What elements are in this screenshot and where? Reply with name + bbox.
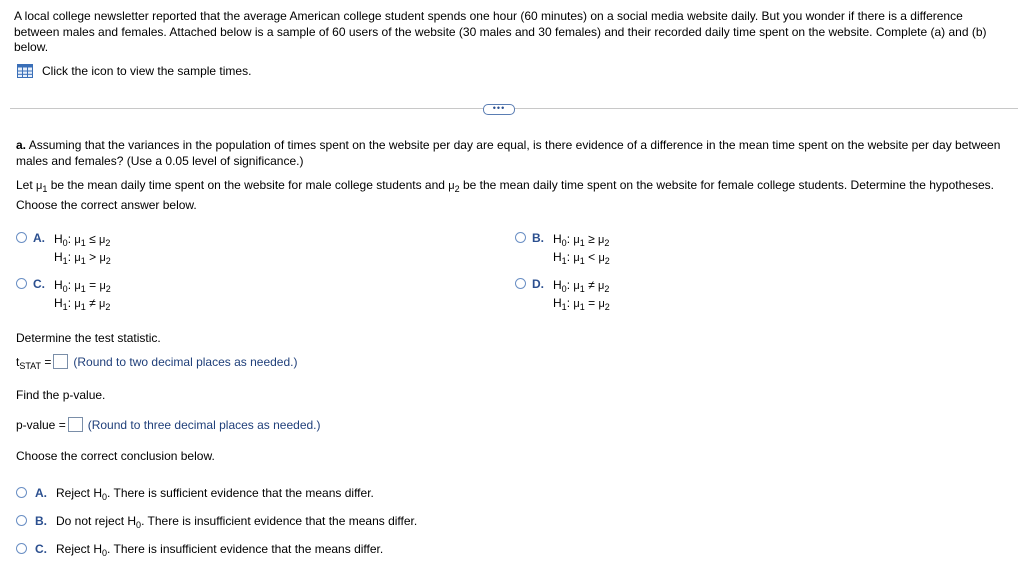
tstat-label: $t_{STAT}$ = [16,354,52,371]
option-letter: C. [35,542,47,556]
hypothesis-pair [54,277,111,313]
p-value-label: p-value = [16,417,66,432]
conclusion-text: Reject $H_0$. There is sufficient evidence that the means differ. [56,486,374,502]
radio-button[interactable] [515,278,526,289]
mu-subscript: 2 [454,184,460,194]
test-stat-row [16,354,298,369]
p-value-input[interactable] [68,417,83,432]
null-hypothesis: $H_0$: $\mu_1 \le \mu_2$ [54,232,111,248]
part-a-text: Assuming that the variances in the population of times spent on the website per day are equal, is there evidence of a difference in the mean time spent on the website per day between males and females? (Use a 0.05 level of significance.) [16,138,1001,168]
null-hypothesis: $H_0$: $\mu_1 \ge \mu_2$ [553,232,610,248]
radio-button[interactable] [16,543,27,554]
p-value-row [16,417,321,432]
data-table-icon[interactable] [17,64,33,78]
conclusion-text: Do not reject $H_0$. There is insufficient evidence that the means differ. [56,514,418,530]
radio-button[interactable] [16,232,27,243]
sample-times-link-text[interactable]: Click the icon to view the sample times. [42,64,252,78]
conclusion-option-b[interactable] [16,514,417,528]
mu-symbol: μ [36,180,43,192]
p-value-hint: (Round to three decimal places as needed.) [87,417,321,432]
alternative-hypothesis: $H_1$: $\mu_1 = \mu_2$ [553,296,610,312]
problem-intro: A local college newsletter reported that the average American college student spends one hour (60 minutes) on a social media website daily. But you wonder if there is a difference between males and females. Attached below is a sample of 60 users of the website (30 males and 30 females) and their recorded daily time spent on the website. Complete (a) and (b) below. [14,9,987,54]
radio-button[interactable] [16,487,27,498]
conclusion-text: Reject $H_0$. There is insufficient evidence that the means differ. [56,542,384,558]
option-letter: B. [532,231,544,245]
hypothesis-option-d[interactable] [515,277,610,313]
radio-button[interactable] [515,232,526,243]
option-letter: D. [532,277,544,291]
radio-button[interactable] [16,278,27,289]
alternative-hypothesis: $H_1$: $\mu_1 \ne \mu_2$ [54,296,111,312]
hypothesis-pair [553,231,610,267]
p-value-prompt: Find the p-value. [16,388,106,402]
let-text-2: be the mean daily time spent on the website for male college students and [47,178,449,192]
hypothesis-pair [54,231,111,267]
test-stat-prompt: Determine the test statistic. [16,331,161,345]
conclusion-option-c[interactable] [16,542,383,556]
radio-button[interactable] [16,515,27,526]
let-text-1: Let [16,178,37,192]
tstat-hint: (Round to two decimal places as needed.) [73,354,298,369]
option-letter: C. [33,277,45,291]
alternative-hypothesis: $H_1$: $\mu_1 < \mu_2$ [553,250,610,266]
hypothesis-option-c[interactable] [16,277,111,313]
null-hypothesis: $H_0$: $\mu_1 = \mu_2$ [54,278,111,294]
null-hypothesis: $H_0$: $\mu_1 \ne \mu_2$ [553,278,610,294]
part-a-question [16,138,1006,169]
part-a-label: a. [16,138,27,152]
option-letter: A. [35,486,47,500]
mu-symbol: μ [448,180,455,192]
let-statement [16,176,1006,215]
sample-times-link[interactable] [17,64,251,78]
option-letter: A. [33,231,45,245]
hypothesis-pair [553,277,610,313]
option-letter: B. [35,514,47,528]
let-text-3: be the mean daily time spent on the website for female college students. Determine the hypotheses. Choose the correct answer below. [16,178,994,212]
hypothesis-option-a[interactable] [16,231,111,267]
conclusion-prompt: Choose the correct conclusion below. [16,449,215,463]
expand-more-button[interactable]: ••• [483,104,515,115]
hypothesis-option-b[interactable] [515,231,610,267]
alternative-hypothesis: $H_1$: $\mu_1 > \mu_2$ [54,250,111,266]
conclusion-option-a[interactable] [16,486,374,500]
tstat-input[interactable] [53,354,68,369]
mu-subscript: 1 [42,184,48,194]
